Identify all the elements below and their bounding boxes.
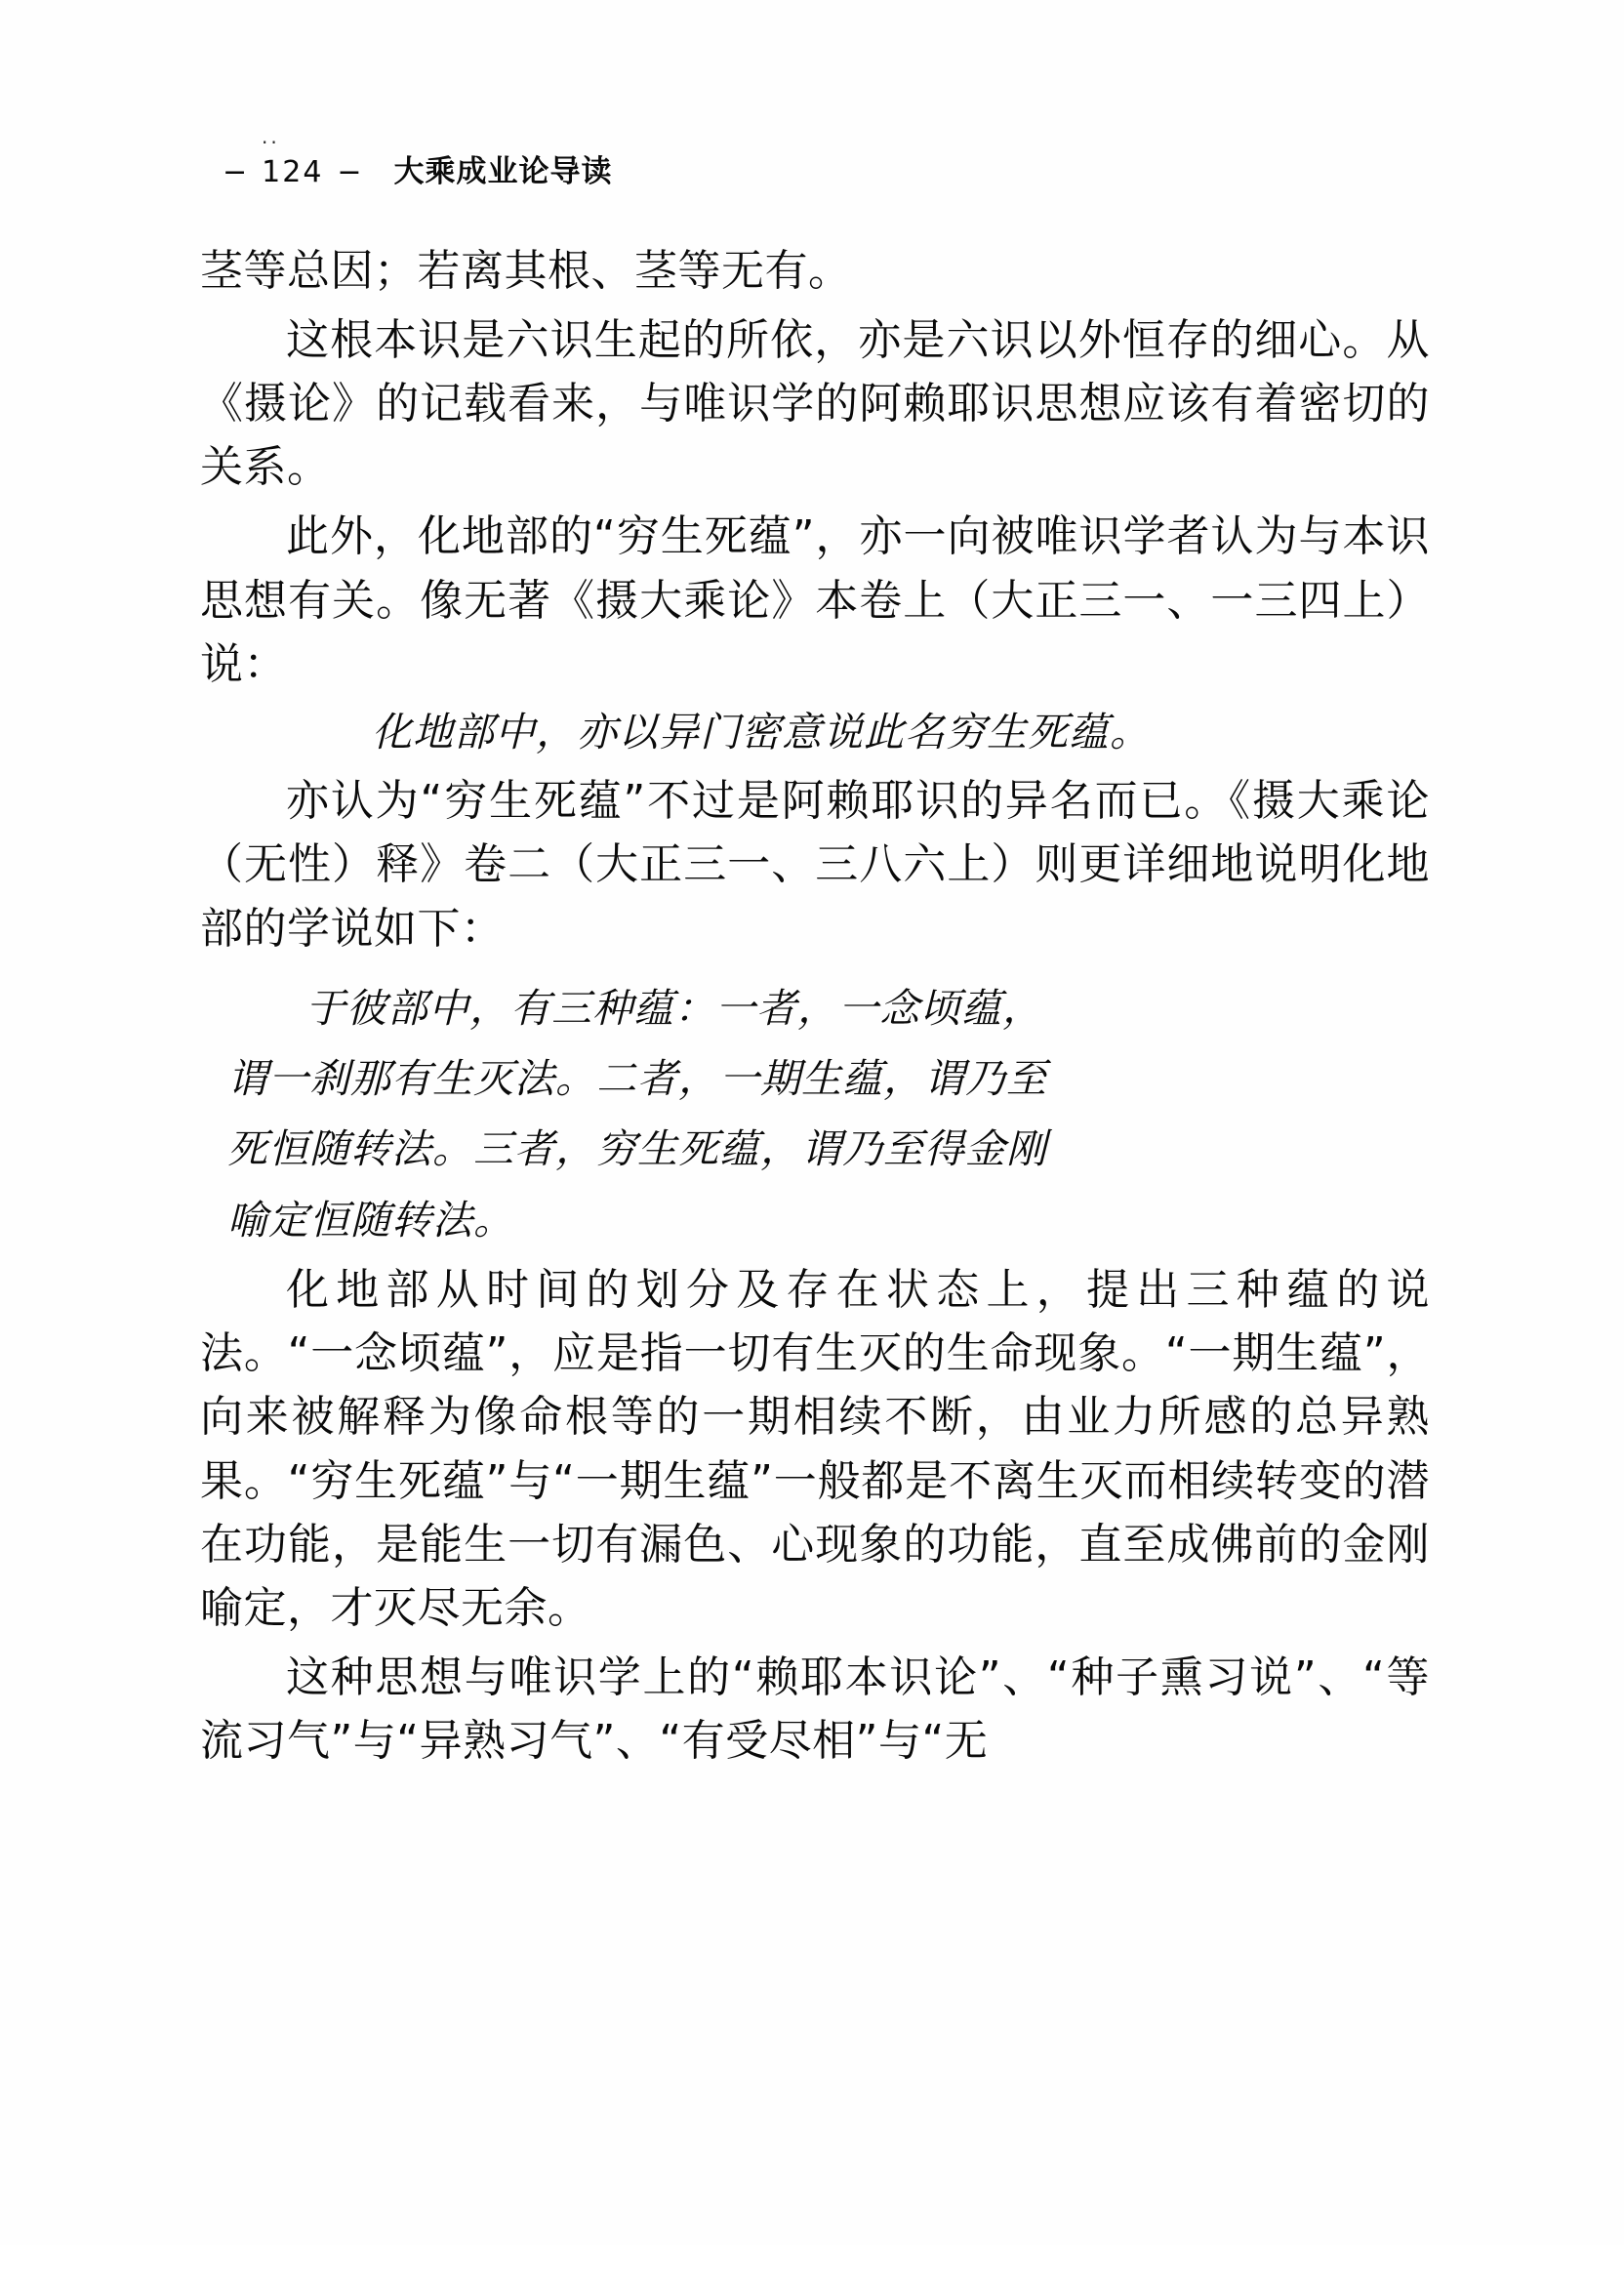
header-right-dash: − <box>337 155 363 189</box>
header-left-dash: − <box>223 155 249 189</box>
paragraph-body-last: 这种思想与唯识学上的“赖耶本识论”、“种子熏习说”、“等流习气”与“异熟习气”、“有受尽相”与“无 <box>200 1652 1430 1767</box>
paragraph-body: 化地部从时间的划分及存在状态上，提出三种蕴的说法。“一念顷蕴”，应是指一切有生灭的生命现象。“一期生蕴”，向来被解释为像命根等的一期相续不断，由业力所感的总异熟果。“穷生死蕴”与“一期生蕴”一般都是不离生灭而相续转变的潜在功能，是能生一切有漏色、心现象的功能，直至成佛前的金刚喻定，才灭尽无余。 <box>200 1265 1430 1633</box>
paragraph-body: 亦认为“穷生死蕴”不过是阿赖耶识的异名而已。《摄大乘论（无性）释》卷二（大正三一、三八六上）则更详细地说明化地部的学说如下： <box>200 776 1430 954</box>
page-body <box>200 239 1430 1778</box>
paragraph-body: 这根本识是六识生起的所依，亦是六识以外恒存的细心。从《摄论》的记载看来，与唯识学的阿赖耶识思想应该有着密切的关系。 <box>200 315 1430 493</box>
blockquote-line: 喻定恒随转法。 <box>227 1196 514 1244</box>
page-header <box>223 146 1394 190</box>
blockquote-line: 于彼部中，有三种蕴：一者，一念顷蕴， <box>305 984 1043 1032</box>
blockquote-citation: 化地部中，亦以异门密意说此名穷生死蕴。 <box>372 708 1151 755</box>
book-title: 大乘成业论导读 <box>393 154 613 189</box>
corner-dot-mark: .. <box>262 125 280 148</box>
page-number: 124 <box>262 155 324 189</box>
page-bottom-mask <box>0 2245 1624 2284</box>
paragraph-continuation: 茎等总因；若离其根、茎等无有。 <box>200 246 852 296</box>
paragraph-body: 此外，化地部的“穷生死蕴”，亦一向被唯识学者认为与本识思想有关。像无著《摄大乘论》本卷上（大正三一、一三四上）说： <box>200 511 1430 689</box>
blockquote-line: 死恒随转法。三者，穷生死蕴，谓乃至得金刚 <box>227 1125 1047 1173</box>
spacer <box>200 966 1430 976</box>
blockquote-line: 谓一刹那有生灭法。二者，一期生蕴，谓乃至 <box>227 1055 1047 1103</box>
